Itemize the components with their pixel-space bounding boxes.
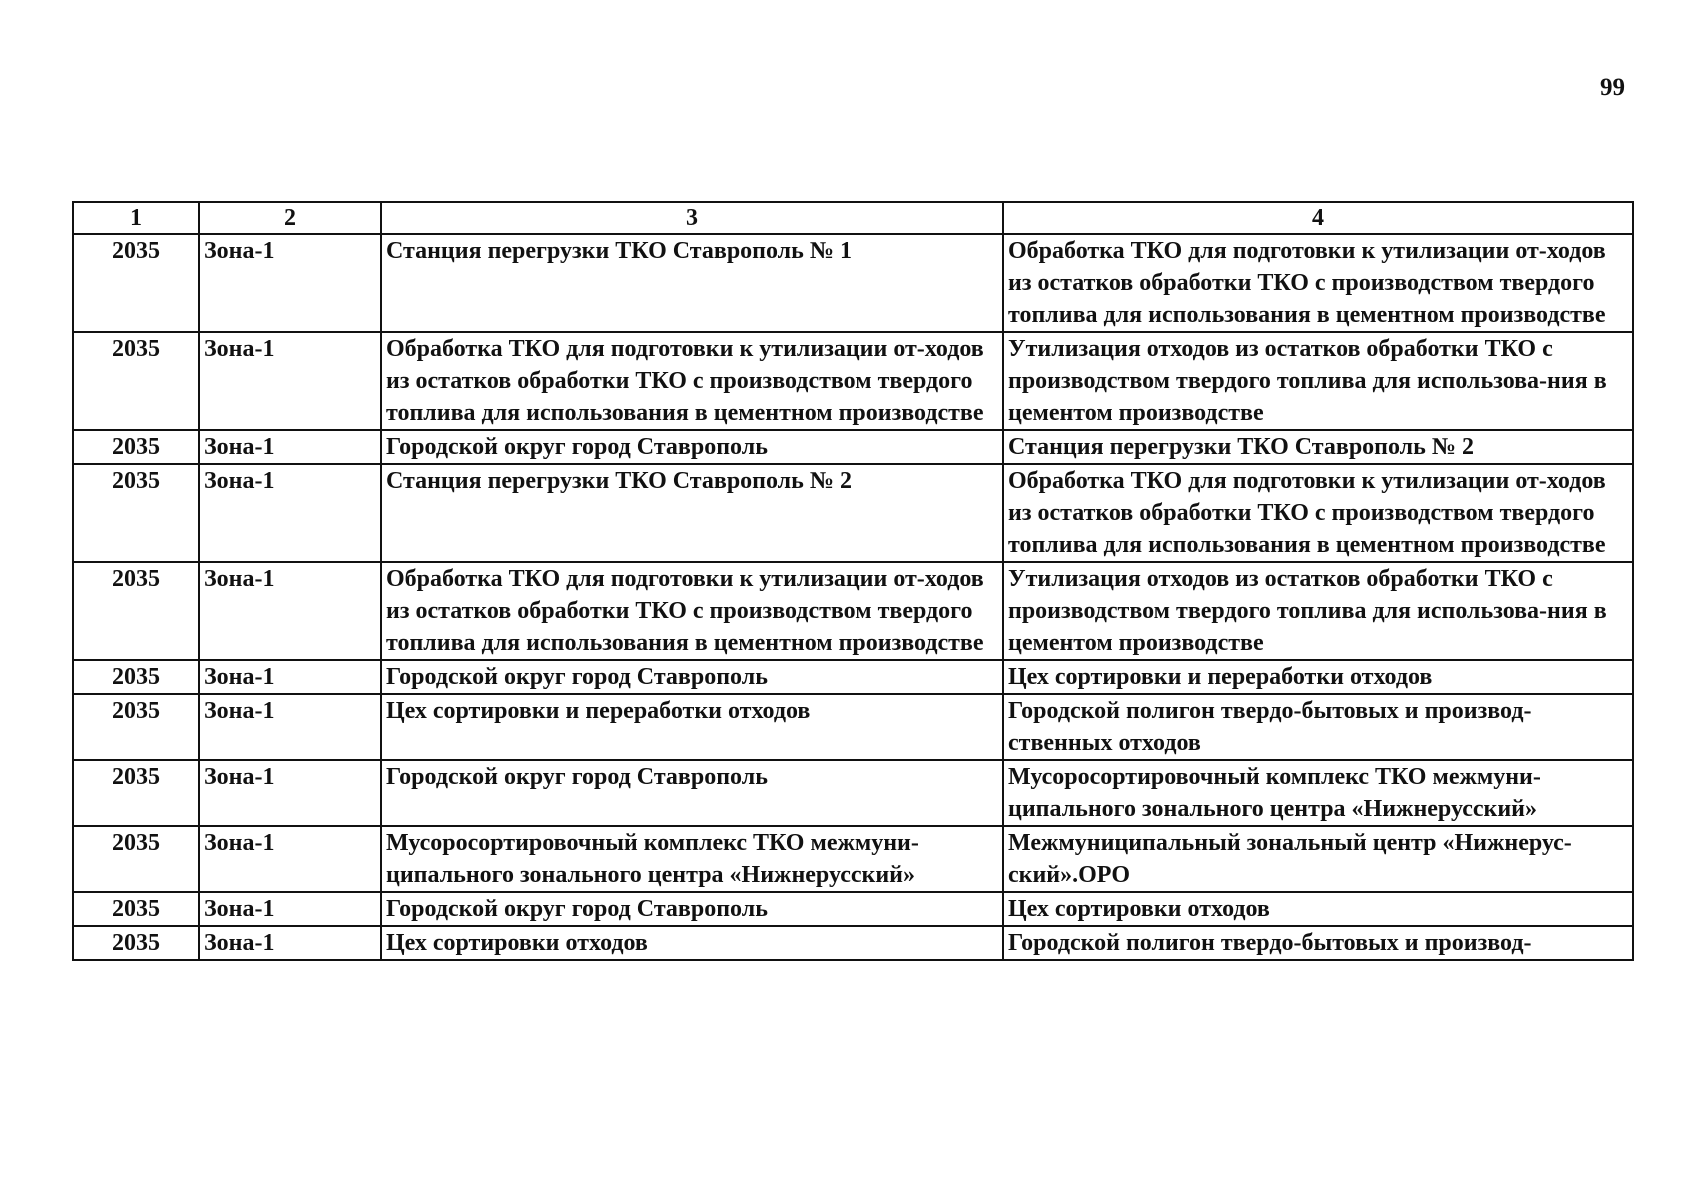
source-cell: Мусоросортировочный комплекс ТКО межмуни-ципального зонального центра «Нижнерусский» (381, 826, 1003, 892)
zone-cell: Зона-1 (199, 562, 381, 660)
zone-cell: Зона-1 (199, 430, 381, 464)
table-row (73, 430, 1633, 464)
destination-cell: Городской полигон твердо-бытовых и производ-ственных отходов (1003, 694, 1633, 760)
source-cell: Городской округ город Ставрополь (381, 660, 1003, 694)
destination-cell: Мусоросортировочный комплекс ТКО межмуни-ципального зонального центра «Нижнерусский» (1003, 760, 1633, 826)
year-cell: 2035 (73, 430, 199, 464)
year-cell: 2035 (73, 926, 199, 960)
source-cell: Городской округ город Ставрополь (381, 760, 1003, 826)
column-header-4: 4 (1003, 202, 1633, 234)
table-row (73, 892, 1633, 926)
zone-cell: Зона-1 (199, 332, 381, 430)
year-cell: 2035 (73, 760, 199, 826)
zone-cell: Зона-1 (199, 926, 381, 960)
year-cell: 2035 (73, 660, 199, 694)
zone-cell: Зона-1 (199, 826, 381, 892)
destination-cell: Цех сортировки отходов (1003, 892, 1633, 926)
year-cell: 2035 (73, 464, 199, 562)
source-cell: Обработка ТКО для подготовки к утилизации от-ходов из остатков обработки ТКО с производством твердого топлива для использования в цементном производстве (381, 562, 1003, 660)
column-header-2: 2 (199, 202, 381, 234)
source-cell: Цех сортировки и переработки отходов (381, 694, 1003, 760)
year-cell: 2035 (73, 234, 199, 332)
zone-cell: Зона-1 (199, 660, 381, 694)
table-row (73, 660, 1633, 694)
page-number: 99 (1600, 74, 1625, 101)
zone-cell: Зона-1 (199, 694, 381, 760)
column-header-3: 3 (381, 202, 1003, 234)
destination-cell: Обработка ТКО для подготовки к утилизации от-ходов из остатков обработки ТКО с производством твердого топлива для использования в цементном производстве (1003, 464, 1633, 562)
table-row (73, 332, 1633, 430)
year-cell: 2035 (73, 826, 199, 892)
table-row (73, 234, 1633, 332)
table-row (73, 826, 1633, 892)
source-cell: Обработка ТКО для подготовки к утилизации от-ходов из остатков обработки ТКО с производством твердого топлива для использования в цементном производстве (381, 332, 1003, 430)
zone-cell: Зона-1 (199, 234, 381, 332)
destination-cell: Цех сортировки и переработки отходов (1003, 660, 1633, 694)
source-cell: Городской округ город Ставрополь (381, 892, 1003, 926)
year-cell: 2035 (73, 892, 199, 926)
source-cell: Станция перегрузки ТКО Ставрополь № 1 (381, 234, 1003, 332)
table-row (73, 926, 1633, 960)
destination-cell: Станция перегрузки ТКО Ставрополь № 2 (1003, 430, 1633, 464)
table-row (73, 694, 1633, 760)
zone-cell: Зона-1 (199, 892, 381, 926)
table-row (73, 760, 1633, 826)
destination-cell: Городской полигон твердо-бытовых и производ- (1003, 926, 1633, 960)
column-header-1: 1 (73, 202, 199, 234)
year-cell: 2035 (73, 562, 199, 660)
source-cell: Городской округ город Ставрополь (381, 430, 1003, 464)
source-cell: Цех сортировки отходов (381, 926, 1003, 960)
zone-cell: Зона-1 (199, 760, 381, 826)
data-table (72, 201, 1634, 961)
table-row (73, 562, 1633, 660)
destination-cell: Обработка ТКО для подготовки к утилизации от-ходов из остатков обработки ТКО с производством твердого топлива для использования в цементном производстве (1003, 234, 1633, 332)
destination-cell: Межмуниципальный зональный центр «Нижнерус-ский».ОРО (1003, 826, 1633, 892)
year-cell: 2035 (73, 694, 199, 760)
zone-cell: Зона-1 (199, 464, 381, 562)
table-row (73, 464, 1633, 562)
year-cell: 2035 (73, 332, 199, 430)
destination-cell: Утилизация отходов из остатков обработки ТКО с производством твердого топлива для использова-ния в цементом производстве (1003, 332, 1633, 430)
destination-cell: Утилизация отходов из остатков обработки ТКО с производством твердого топлива для использова-ния в цементом производстве (1003, 562, 1633, 660)
source-cell: Станция перегрузки ТКО Ставрополь № 2 (381, 464, 1003, 562)
table-header-row (73, 202, 1633, 234)
